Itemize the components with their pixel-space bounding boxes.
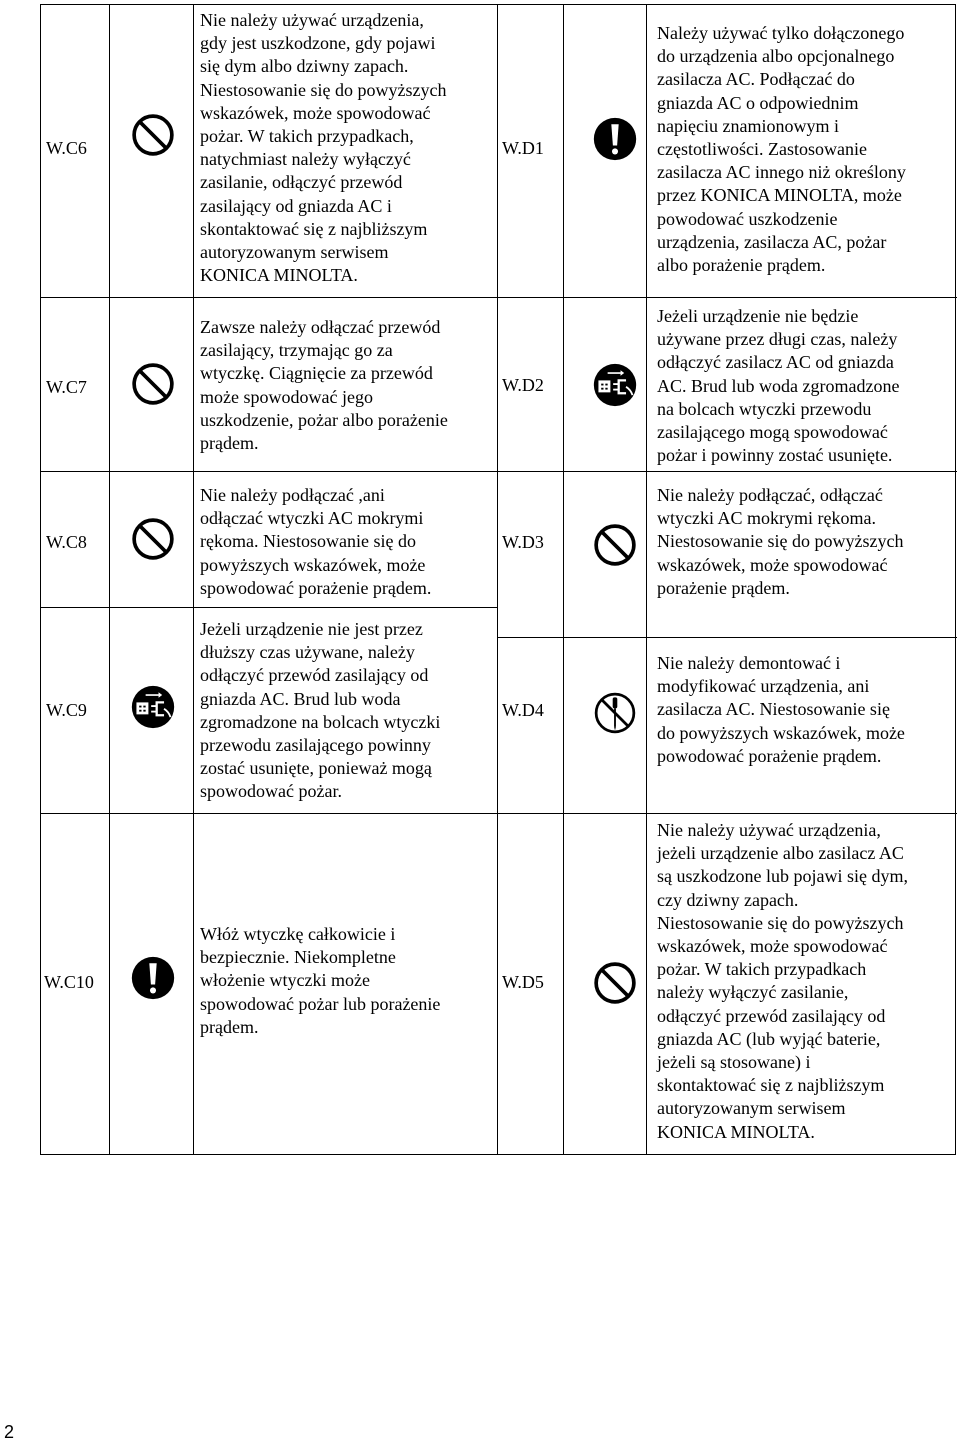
warning-text: Nie należy używać urządzenia, jeżeli urządzenie albo zasilacz AC są uszkodzone lub pojawi się dym, czy dziwny zapach. Niestosowanie się do powyższych wskazówek, może spowodować pożar. W takich przypadkach należy wyłączyć zasilanie, odłączyć przewód zasilający od gniazda AC (lub wyjąć baterie, jeżeli są stosowane) i skontaktować się z najbliższym autoryzowanym serwisem KONICA MINOLTA. — [657, 820, 908, 1142]
prohibition-icon — [130, 361, 176, 407]
warning-text: Jeżeli urządzenie nie jest przez dłuższy czas używane, należy odłączyć przewód zasilający od gniazda AC. Brud lub woda zgromadzone na bolcach wtyczki przewodu zasilającego powinny zostać usunięte, ponieważ mogą spowodować pożar. — [200, 619, 441, 802]
unplug-icon — [592, 362, 638, 408]
row-divider — [497, 637, 957, 638]
warning-text: Nie należy używać urządzenia, gdy jest uszkodzone, gdy pojawi się dym albo dziwny zapach. Niestosowanie się do powyższych wskazówek, może spowodować pożar. W takich przypadkach, natychmiast należy wyłączyć zasilanie, odłączyć przewód zasilający od gniazda AC i skontaktować się z najbliższym autoryzowanym serwisem KONICA MINOLTA. — [200, 10, 447, 286]
column-divider — [646, 5, 647, 1154]
row-code: W.D2 — [502, 375, 544, 395]
column-divider — [193, 5, 194, 1154]
prohibition-icon — [130, 112, 176, 158]
row-divider — [41, 471, 497, 472]
row-divider — [41, 607, 497, 608]
warning-text: Nie należy podłączać ,ani odłączać wtyczki AC mokrymi rękoma. Niestosowanie się do powyższych wskazówek, może spowodować porażenie prądem. — [200, 485, 432, 598]
no-disassembly-icon — [592, 690, 638, 736]
column-divider — [109, 5, 110, 1154]
unplug-icon — [130, 684, 176, 730]
warning-text: Nie należy demontować i modyfikować urządzenia, ani zasilacza AC. Niestosowanie się do powyższych wskazówek, może powodować porażenie prądem. — [657, 653, 905, 766]
column-divider — [563, 5, 564, 1154]
warning-text: Nie należy podłączać, odłączać wtyczki AC mokrymi rękoma. Niestosowanie się do powyższych wskazówek, może spowodować porażenie prądem. — [657, 485, 904, 598]
row-code: W.C8 — [46, 532, 87, 552]
row-code: W.D5 — [502, 972, 544, 992]
row-code: W.C10 — [44, 972, 94, 992]
row-code: W.D1 — [502, 138, 544, 158]
prohibition-icon — [592, 522, 638, 568]
warning-text: Jeżeli urządzenie nie będzie używane przez długi czas, należy odłączyć zasilacz AC od gniazda AC. Brud lub woda zgromadzone na bolcach wtyczki przewodu zasilającego mogą spowodować pożar i powinny zostać usunięte. — [657, 306, 900, 466]
row-divider — [497, 297, 957, 298]
prohibition-icon — [130, 516, 176, 562]
row-code: W.C6 — [46, 138, 87, 158]
page-number: 2 — [4, 1422, 15, 1442]
row-divider — [41, 813, 497, 814]
row-code: W.C7 — [46, 377, 87, 397]
column-divider — [497, 5, 498, 1154]
row-divider — [41, 297, 497, 298]
warning-text: Włóż wtyczkę całkowicie i bezpiecznie. Niekompletne włożenie wtyczki może spowodować pożar lub porażenie prądem. — [200, 924, 441, 1037]
row-divider — [497, 471, 957, 472]
row-code: W.D3 — [502, 532, 544, 552]
row-code: W.D4 — [502, 700, 544, 720]
warning-text: Należy używać tylko dołączonego do urządzenia albo opcjonalnego zasilacza AC. Podłączać do gniazda AC o odpowiednim napięciu znamionowym i częstotliwości. Zastosowanie zasilacza AC innego niż określony przez KONICA MINOLTA, może powodować uszkodzenie urządzenia, zasilacza AC, pożar albo porażenie prądem. — [657, 23, 906, 276]
prohibition-icon — [592, 960, 638, 1006]
exclamation-icon — [592, 116, 638, 162]
row-code: W.C9 — [46, 700, 87, 720]
warning-text: Zawsze należy odłączać przewód zasilający, trzymając go za wtyczkę. Ciągnięcie za przewód może spowodować jego uszkodzenie, pożar albo porażenie prądem. — [200, 317, 448, 454]
row-divider — [497, 813, 957, 814]
exclamation-icon — [130, 955, 176, 1001]
